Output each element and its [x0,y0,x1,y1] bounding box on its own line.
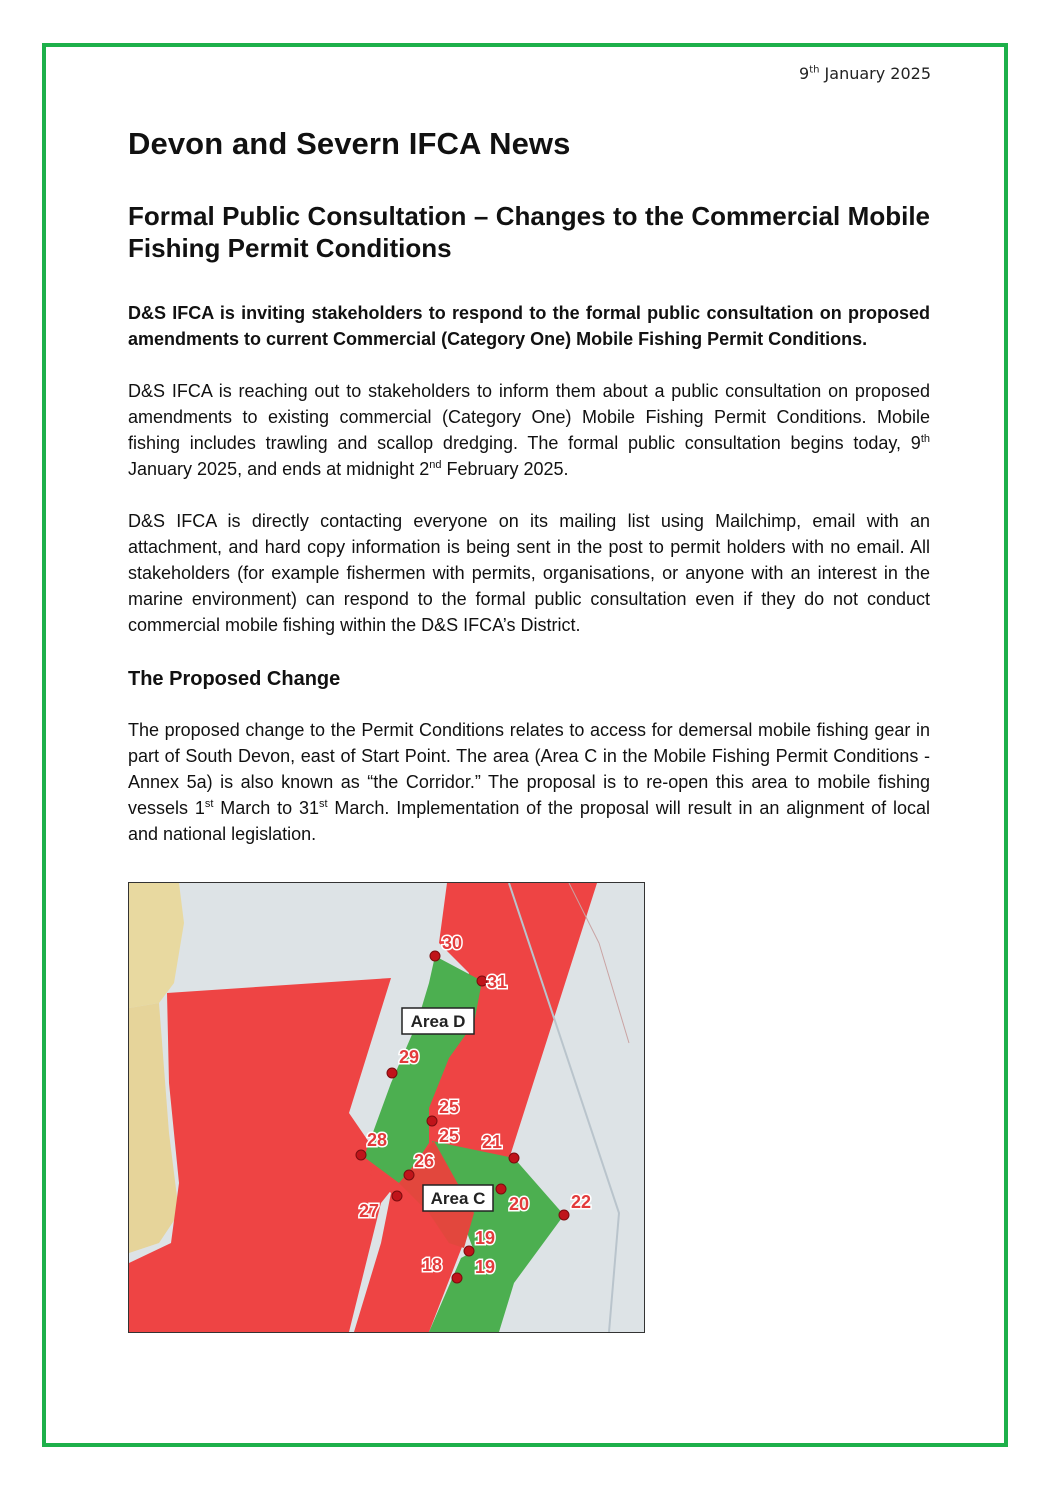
point-label: 30 [442,933,463,953]
area-map-drawing [129,883,644,1332]
point-marker [392,1191,402,1201]
point-label: 25 [439,1097,460,1117]
point-label: 19 [475,1228,496,1248]
intro-paragraph: D&S IFCA is reaching out to stakeholders to inform them about a public consultation on proposed amendments to existing commercial (Category One) Mobile Fishing Permit Conditions. Mobile fishing includes trawling and scallop dredging. The formal public consultation begins today, 9th January 2025, and ends at midnight 2nd February 2025. [128,381,930,479]
area-map [128,882,645,1333]
newsletter-title: Devon and Severn IFCA News [128,126,571,161]
point-marker [356,1150,366,1160]
area-c-label-text: Area C [430,1189,486,1208]
point-label: 22 [571,1192,592,1212]
contact-paragraph: D&S IFCA is directly contacting everyone on its mailing list using Mailchimp, email with an attachment, and hard copy information is being sent in the post to permit holders with no email. All stakeholders (for example fishermen with permits, organisations, or anyone with an interest in the marine environment) can respond to the formal public consultation even if they do not conduct commercial mobile fishing within the D&S IFCA’s District. [128,511,930,635]
point-label: 21 [482,1132,503,1152]
area-d-label-text: Area D [410,1012,466,1031]
point-marker [430,951,440,961]
point-label: 25 [439,1126,460,1146]
point-label: 31 [487,972,508,992]
proposal-paragraph: The proposed change to the Permit Conditions relates to access for demersal mobile fishing gear in part of South Devon, east of Start Point. The area (Area C in the Mobile Fishing Permit Conditions - Annex 5a) is also known as “the Corridor.” The proposal is to re-open this area to mobile fishing vessels 1st March to 31st March. Implementation of the proposal will result in an alignment of local and national legislation. [128,720,930,844]
section-heading: The Proposed Change [128,668,341,690]
point-marker [477,976,487,986]
point-label: 19 [475,1257,496,1277]
point-label: 29 [399,1047,420,1067]
point-label: 20 [509,1194,530,1214]
area-c-label [423,1185,493,1211]
point-marker [509,1153,519,1163]
point-label: 27 [359,1201,380,1221]
issue-date: 9th January 2025 [799,64,931,83]
point-label: 28 [367,1130,388,1150]
point-label: 18 [422,1255,443,1275]
point-marker [427,1116,437,1126]
lead-paragraph: D&S IFCA is inviting stakeholders to respond to the formal public consultation on proposed amendments to current Commercial (Category One) Mobile Fishing Permit Conditions. [128,303,930,349]
point-label: 26 [414,1151,435,1171]
point-marker [496,1184,506,1194]
point-marker [464,1246,474,1256]
article-heading: Formal Public Consultation – Changes to the Commercial Mobile Fishing Permit Conditions [128,201,930,263]
article [128,126,930,873]
area-d-label [402,1008,474,1034]
point-marker [452,1273,462,1283]
point-marker [404,1170,414,1180]
point-marker [387,1068,397,1078]
point-marker [559,1210,569,1220]
